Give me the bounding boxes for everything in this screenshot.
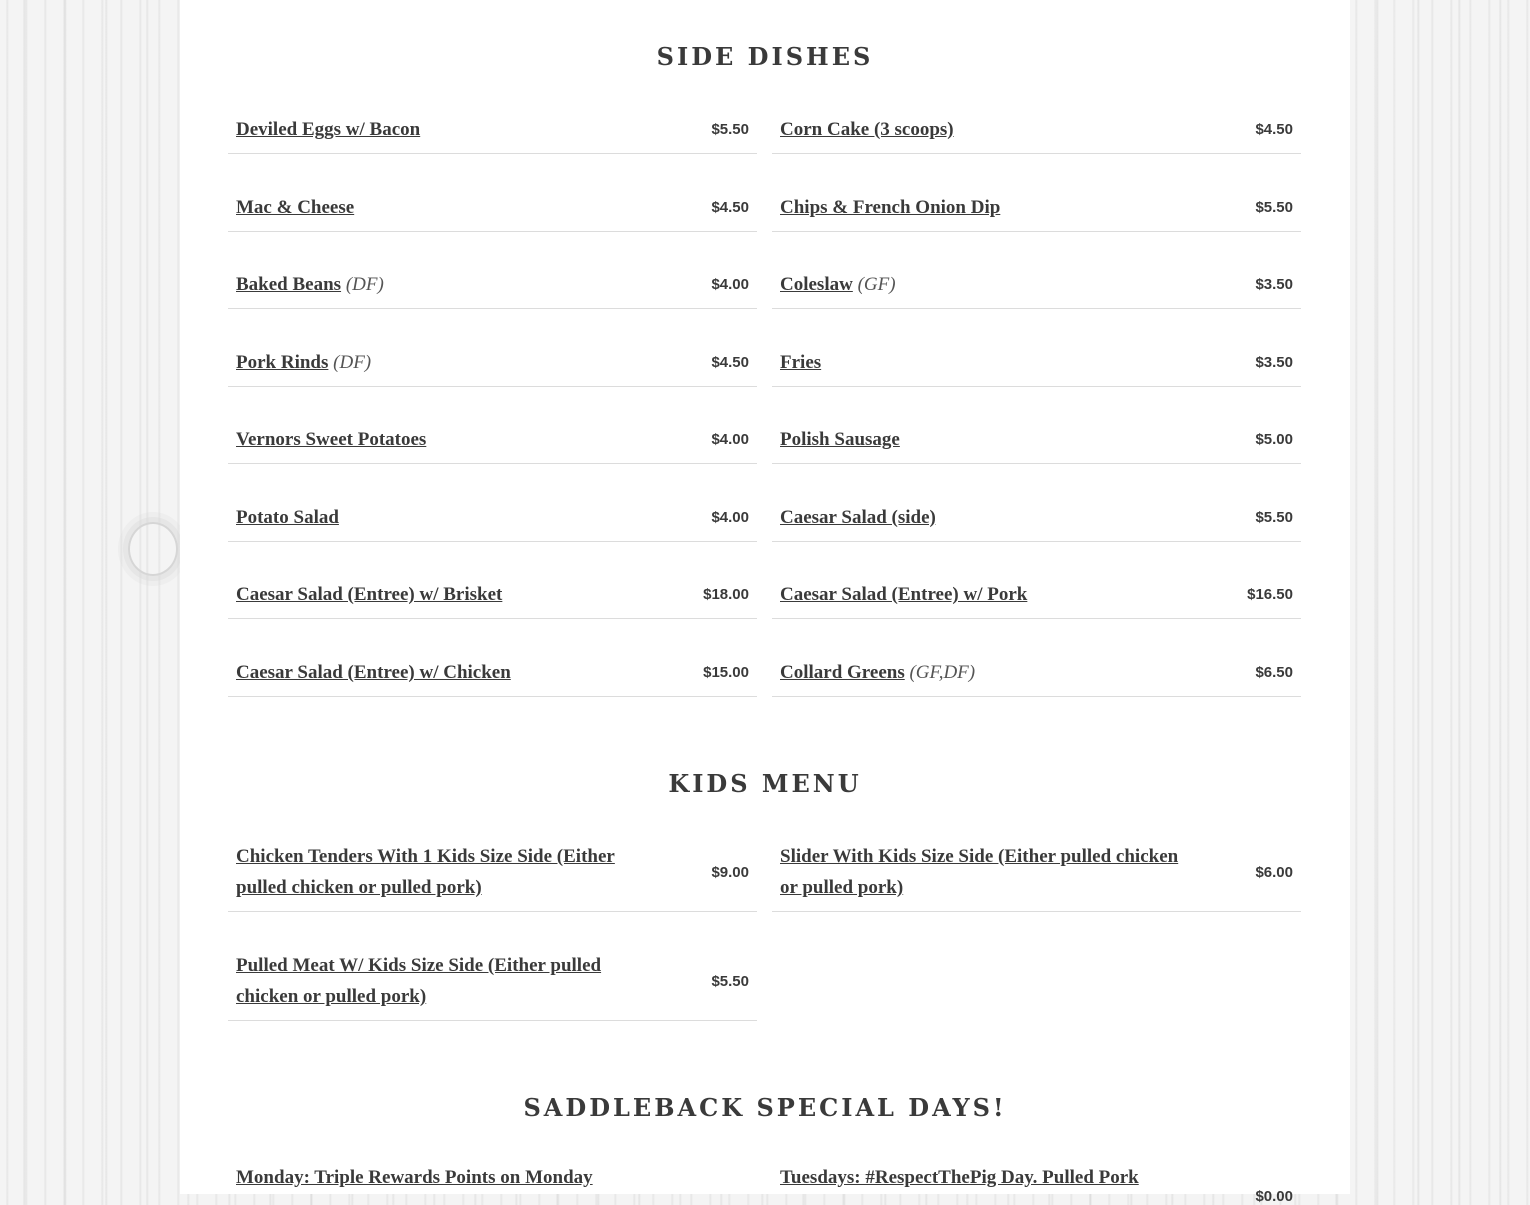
item-price: $15.00	[703, 664, 749, 681]
item-price: $5.50	[711, 972, 749, 990]
item-name[interactable]: Potato Salad	[236, 507, 339, 528]
diet-tag: (GF,DF)	[909, 662, 976, 683]
item-name[interactable]: Caesar Salad (Entree) w/ Chicken	[236, 662, 511, 683]
item-name[interactable]: Fries	[780, 352, 822, 373]
item-price: $5.50	[711, 121, 749, 138]
section-title-kids-menu: KIDS MENU	[668, 769, 862, 798]
section-title-side-dishes: SIDE DISHES	[656, 42, 874, 71]
item-name[interactable]: Polish Sausage	[780, 429, 900, 450]
menu-item[interactable]	[228, 416, 757, 464]
item-price: $0.00	[1255, 1188, 1293, 1205]
menu-item[interactable]	[772, 261, 1301, 309]
diet-tag: (GF)	[857, 274, 896, 295]
menu-item[interactable]	[772, 106, 1301, 154]
item-name[interactable]: Vernors Sweet Potatoes	[236, 429, 427, 450]
menu-item[interactable]	[228, 649, 757, 697]
menu-item[interactable]	[772, 1162, 1301, 1205]
item-name[interactable]: Tuesdays: #RespectThePig Day. Pulled Pork	[780, 1167, 1139, 1188]
menu-item[interactable]	[228, 942, 757, 1021]
item-name[interactable]: Coleslaw	[780, 274, 853, 295]
item-name[interactable]: Corn Cake (3 scoops)	[780, 119, 954, 140]
menu-item[interactable]	[228, 494, 757, 542]
diet-tag: (DF)	[345, 274, 384, 295]
item-name[interactable]: Baked Beans	[236, 274, 342, 295]
item-price: $9.00	[711, 863, 749, 881]
menu-item[interactable]	[772, 833, 1301, 912]
item-price: $5.00	[1255, 431, 1293, 448]
item-name[interactable]: Caesar Salad (side)	[780, 507, 936, 528]
item-price: $3.50	[1255, 276, 1293, 293]
menu-item[interactable]	[228, 339, 757, 387]
item-price: $3.50	[1255, 354, 1293, 371]
item-price: $6.00	[1255, 863, 1293, 881]
item-price: $5.50	[1255, 509, 1293, 526]
item-price: $4.50	[711, 354, 749, 371]
item-name[interactable]: Caesar Salad (Entree) w/ Pork	[780, 584, 1028, 605]
section-title-special-days: SADDLEBACK SPECIAL DAYS!	[523, 1093, 1007, 1122]
item-name[interactable]: Chips & French Onion Dip	[780, 197, 1001, 218]
item-price: $4.00	[711, 509, 749, 526]
item-price: $4.00	[711, 431, 749, 448]
item-price: $6.50	[1255, 664, 1293, 681]
item-name[interactable]: Pork Rinds	[236, 352, 329, 373]
menu-item[interactable]	[772, 339, 1301, 387]
item-name[interactable]: Monday: Triple Rewards Points on Monday	[236, 1167, 593, 1188]
menu-item[interactable]	[228, 833, 757, 912]
menu-item[interactable]	[228, 1162, 757, 1202]
item-name[interactable]: Collard Greens	[780, 662, 905, 683]
item-name[interactable]: Mac & Cheese	[236, 197, 355, 218]
menu-panel	[180, 0, 1350, 1205]
item-price: $4.50	[1255, 121, 1293, 138]
item-name[interactable]: Slider With Kids Size Side (Either pulled chicken or pulled pork)	[780, 846, 1179, 898]
menu-item[interactable]	[772, 494, 1301, 542]
item-name[interactable]: Caesar Salad (Entree) w/ Brisket	[236, 584, 503, 605]
item-name[interactable]: Deviled Eggs w/ Bacon	[236, 119, 421, 140]
item-name[interactable]: Chicken Tenders With 1 Kids Size Side (Either pulled chicken or pulled pork)	[236, 846, 615, 898]
menu-item[interactable]	[772, 571, 1301, 619]
wood-knot	[128, 522, 178, 576]
item-name[interactable]: Pulled Meat W/ Kids Size Side (Either pulled chicken or pulled pork)	[236, 955, 602, 1007]
item-price: $4.50	[711, 199, 749, 216]
menu-item[interactable]	[772, 416, 1301, 464]
item-price: $5.50	[1255, 199, 1293, 216]
item-price: $4.00	[711, 276, 749, 293]
diet-tag: (DF)	[333, 352, 372, 373]
menu-item[interactable]	[228, 571, 757, 619]
menu-item[interactable]	[228, 261, 757, 309]
item-price: $18.00	[703, 586, 749, 603]
menu-item[interactable]	[772, 184, 1301, 232]
item-price: $16.50	[1247, 586, 1293, 603]
menu-item[interactable]	[772, 649, 1301, 697]
menu-item[interactable]	[228, 106, 757, 154]
menu-item[interactable]	[228, 184, 757, 232]
